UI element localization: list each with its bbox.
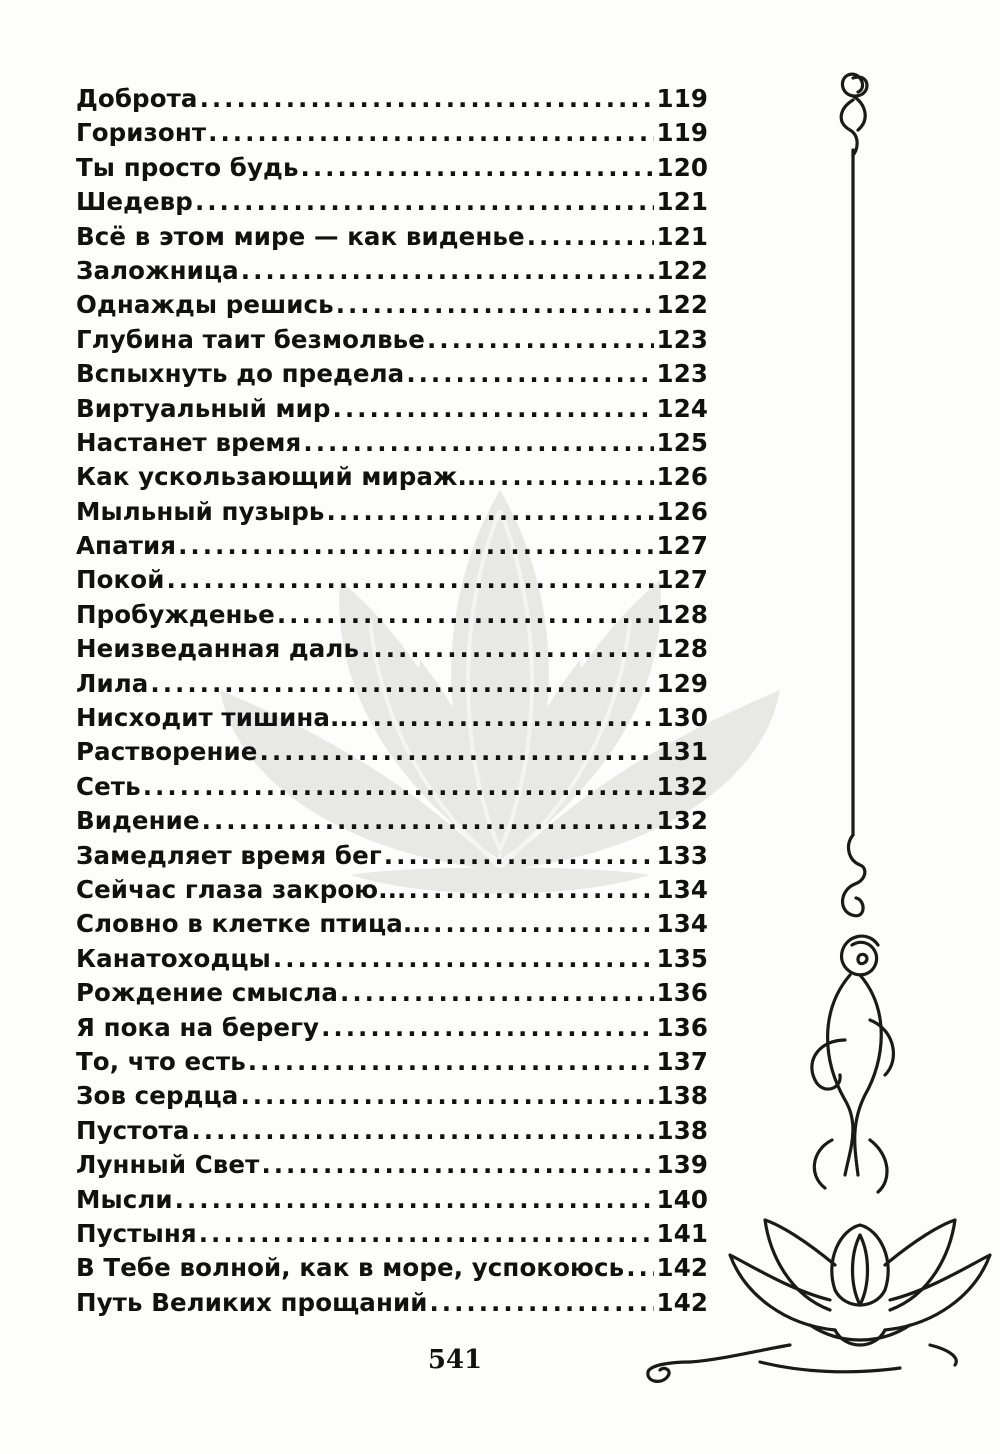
toc-entry-page: 134 [656, 874, 708, 904]
toc-entry-title: Как ускользающий мираж... [76, 462, 486, 492]
toc-entry-title: Заложница [76, 255, 239, 285]
toc-entry-title: Сейчас глаза закрою... [76, 874, 407, 904]
toc-entry[interactable] [76, 394, 708, 428]
toc-leader-dots [321, 1013, 654, 1042]
toc-leader-dots [261, 1150, 654, 1179]
toc-entry[interactable] [76, 944, 708, 978]
toc-entry[interactable] [76, 256, 708, 290]
toc-entry-page: 142 [656, 1253, 708, 1283]
toc-entry-page: 142 [656, 1287, 708, 1317]
toc-entry-title: Пробужденье [76, 599, 275, 629]
toc-entry[interactable] [76, 1116, 708, 1150]
toc-entry-title: Видение [76, 806, 200, 836]
toc-entry[interactable] [76, 772, 708, 806]
toc-entry-page: 135 [656, 943, 708, 973]
toc-entry-title: Сеть [76, 771, 141, 801]
toc-entry[interactable] [76, 462, 708, 496]
toc-entry-page: 131 [656, 737, 708, 767]
toc-leader-dots [260, 737, 654, 766]
toc-leader-dots [273, 944, 654, 973]
toc-leader-dots [406, 359, 654, 388]
toc-entry-page: 134 [656, 909, 708, 939]
toc-entry-title: Путь Великих прощаний [76, 1287, 428, 1317]
toc-leader-dots [248, 1047, 654, 1076]
toc-entry-title: Покой [76, 565, 165, 595]
toc-entry-title: Рождение смысла [76, 978, 339, 1008]
toc-leader-dots [202, 806, 654, 835]
toc-entry-page: 139 [656, 1150, 708, 1180]
toc-leader-dots [208, 118, 654, 147]
toc-leader-dots [166, 565, 654, 594]
toc-entry[interactable] [76, 222, 708, 256]
toc-entry[interactable] [76, 875, 708, 909]
toc-entry-page: 138 [656, 1115, 708, 1145]
toc-entry-title: Канатоходцы [76, 943, 271, 973]
toc-entry-page: 132 [656, 771, 708, 801]
toc-entry[interactable] [76, 909, 708, 943]
toc-entry[interactable] [76, 531, 708, 565]
toc-entry-title: Всё в этом мире — как виденье [76, 221, 525, 251]
toc-leader-dots [360, 703, 654, 732]
toc-entry-title: В Тебе волной, как в море, успокоюсь [76, 1253, 625, 1283]
toc-entry-title: Ты просто будь [76, 152, 299, 182]
toc-entry-title: Однажды решись [76, 290, 334, 320]
toc-entry-page: 138 [656, 1081, 708, 1111]
toc-entry-page: 122 [656, 255, 708, 285]
toc-leader-dots [408, 875, 654, 904]
toc-entry-title: Горизонт [76, 118, 207, 148]
toc-entry[interactable] [76, 1185, 708, 1219]
toc-leader-dots [340, 978, 654, 1007]
toc-entry-title: Словно в клетке птица... [76, 909, 432, 939]
toc-leader-dots [488, 462, 654, 491]
toc-entry[interactable] [76, 703, 708, 737]
toc-entry-page: 121 [656, 221, 708, 251]
toc-entry[interactable] [76, 1150, 708, 1184]
toc-leader-dots [361, 634, 654, 663]
toc-entry-page: 127 [656, 565, 708, 595]
toc-entry-title: Доброта [76, 84, 198, 113]
toc-leader-dots [433, 909, 654, 938]
toc-entry[interactable] [76, 325, 708, 359]
toc-entry-page: 122 [656, 290, 708, 320]
toc-leader-dots [175, 1185, 654, 1214]
toc-leader-dots [199, 1219, 654, 1248]
toc-entry-title: Глубина таит безмолвье [76, 324, 425, 354]
toc-entry-title: Растворение [76, 737, 258, 767]
toc-leader-dots [150, 669, 654, 698]
table-of-contents [76, 84, 708, 1322]
toc-entry-page: 123 [656, 359, 708, 389]
toc-entry-title: Лила [76, 668, 149, 698]
toc-entry[interactable] [76, 600, 708, 634]
toc-entry-page: 124 [656, 393, 708, 423]
toc-entry[interactable] [76, 84, 708, 118]
toc-leader-dots [178, 531, 654, 560]
toc-entry[interactable] [76, 290, 708, 324]
toc-leader-dots [277, 600, 654, 629]
toc-leader-dots [303, 428, 654, 457]
toc-entry-title: Пустота [76, 1115, 190, 1145]
toc-entry-title: То, что есть [76, 1046, 246, 1076]
toc-entry[interactable] [76, 359, 708, 393]
toc-leader-dots [326, 497, 654, 526]
toc-leader-dots [301, 153, 654, 182]
toc-leader-dots [200, 84, 654, 113]
toc-entry-title: Лунный Свет [76, 1150, 260, 1180]
toc-entry-page: 130 [656, 703, 708, 733]
toc-leader-dots [430, 1288, 655, 1317]
toc-entry[interactable] [76, 978, 708, 1012]
toc-entry-page: 120 [656, 152, 708, 182]
toc-entry-title: Настанет время [76, 427, 302, 457]
toc-entry-page: 140 [656, 1184, 708, 1214]
toc-entry[interactable] [76, 1081, 708, 1115]
toc-leader-dots [384, 841, 654, 870]
toc-entry-page: 141 [656, 1218, 708, 1248]
toc-leader-dots [240, 1081, 654, 1110]
toc-leader-dots [241, 256, 654, 285]
toc-entry[interactable] [76, 428, 708, 462]
toc-entry-page: 136 [656, 1012, 708, 1042]
toc-leader-dots [527, 222, 654, 251]
toc-entry-page: 126 [656, 462, 708, 492]
toc-entry[interactable] [76, 634, 708, 668]
toc-entry-title: Нисходит тишина... [76, 703, 359, 733]
toc-entry[interactable] [76, 565, 708, 599]
toc-entry-title: Мысли [76, 1184, 173, 1214]
toc-entry-page: 121 [656, 187, 708, 217]
toc-entry[interactable] [76, 118, 708, 152]
toc-entry-page: 133 [656, 840, 708, 870]
toc-entry[interactable] [76, 1288, 708, 1322]
toc-entry-title: Шедевр [76, 187, 193, 217]
toc-entry-title: Мыльный пузырь [76, 496, 325, 526]
toc-entry-title: Вспыхнуть до предела [76, 359, 405, 389]
toc-entry-title: Неизведанная даль [76, 634, 360, 664]
toc-leader-dots [191, 1116, 654, 1145]
toc-entry-title: Замедляет время бег [76, 840, 382, 870]
toc-entry[interactable] [76, 841, 708, 875]
toc-entry-page: 125 [656, 427, 708, 457]
toc-entry-page: 137 [656, 1046, 708, 1076]
toc-entry-page: 126 [656, 496, 708, 526]
toc-entry-page: 136 [656, 978, 708, 1008]
toc-entry-page: 128 [656, 599, 708, 629]
toc-entry-page: 129 [656, 668, 708, 698]
toc-entry[interactable] [76, 1013, 708, 1047]
toc-entry-title: Пустыня [76, 1218, 197, 1248]
toc-entry[interactable] [76, 497, 708, 531]
toc-leader-dots [333, 394, 654, 423]
toc-entry-page: 119 [656, 84, 708, 113]
toc-entry-page: 132 [656, 806, 708, 836]
toc-leader-dots [336, 290, 654, 319]
toc-entry-page: 119 [656, 118, 708, 148]
toc-leader-dots [143, 772, 654, 801]
toc-entry[interactable] [76, 1253, 708, 1287]
toc-entry-page: 123 [656, 324, 708, 354]
toc-entry-title: Зов сердца [76, 1081, 239, 1111]
toc-entry-title: Виртуальный мир [76, 393, 331, 423]
toc-leader-dots [427, 325, 654, 354]
toc-entry-title: Я пока на берегу [76, 1012, 320, 1042]
toc-entry[interactable] [76, 1219, 708, 1253]
toc-entry[interactable] [76, 737, 708, 771]
toc-entry-page: 128 [656, 634, 708, 664]
toc-entry[interactable] [76, 187, 708, 221]
toc-leader-dots [195, 187, 654, 216]
toc-entry[interactable] [76, 153, 708, 187]
toc-leader-dots [626, 1253, 654, 1282]
page-number: 541 [427, 1345, 483, 1375]
toc-entry[interactable] [76, 669, 708, 703]
toc-entry[interactable] [76, 806, 708, 840]
toc-entry-title: Апатия [76, 531, 177, 561]
toc-entry-page: 127 [656, 531, 708, 561]
toc-entry[interactable] [76, 1047, 708, 1081]
